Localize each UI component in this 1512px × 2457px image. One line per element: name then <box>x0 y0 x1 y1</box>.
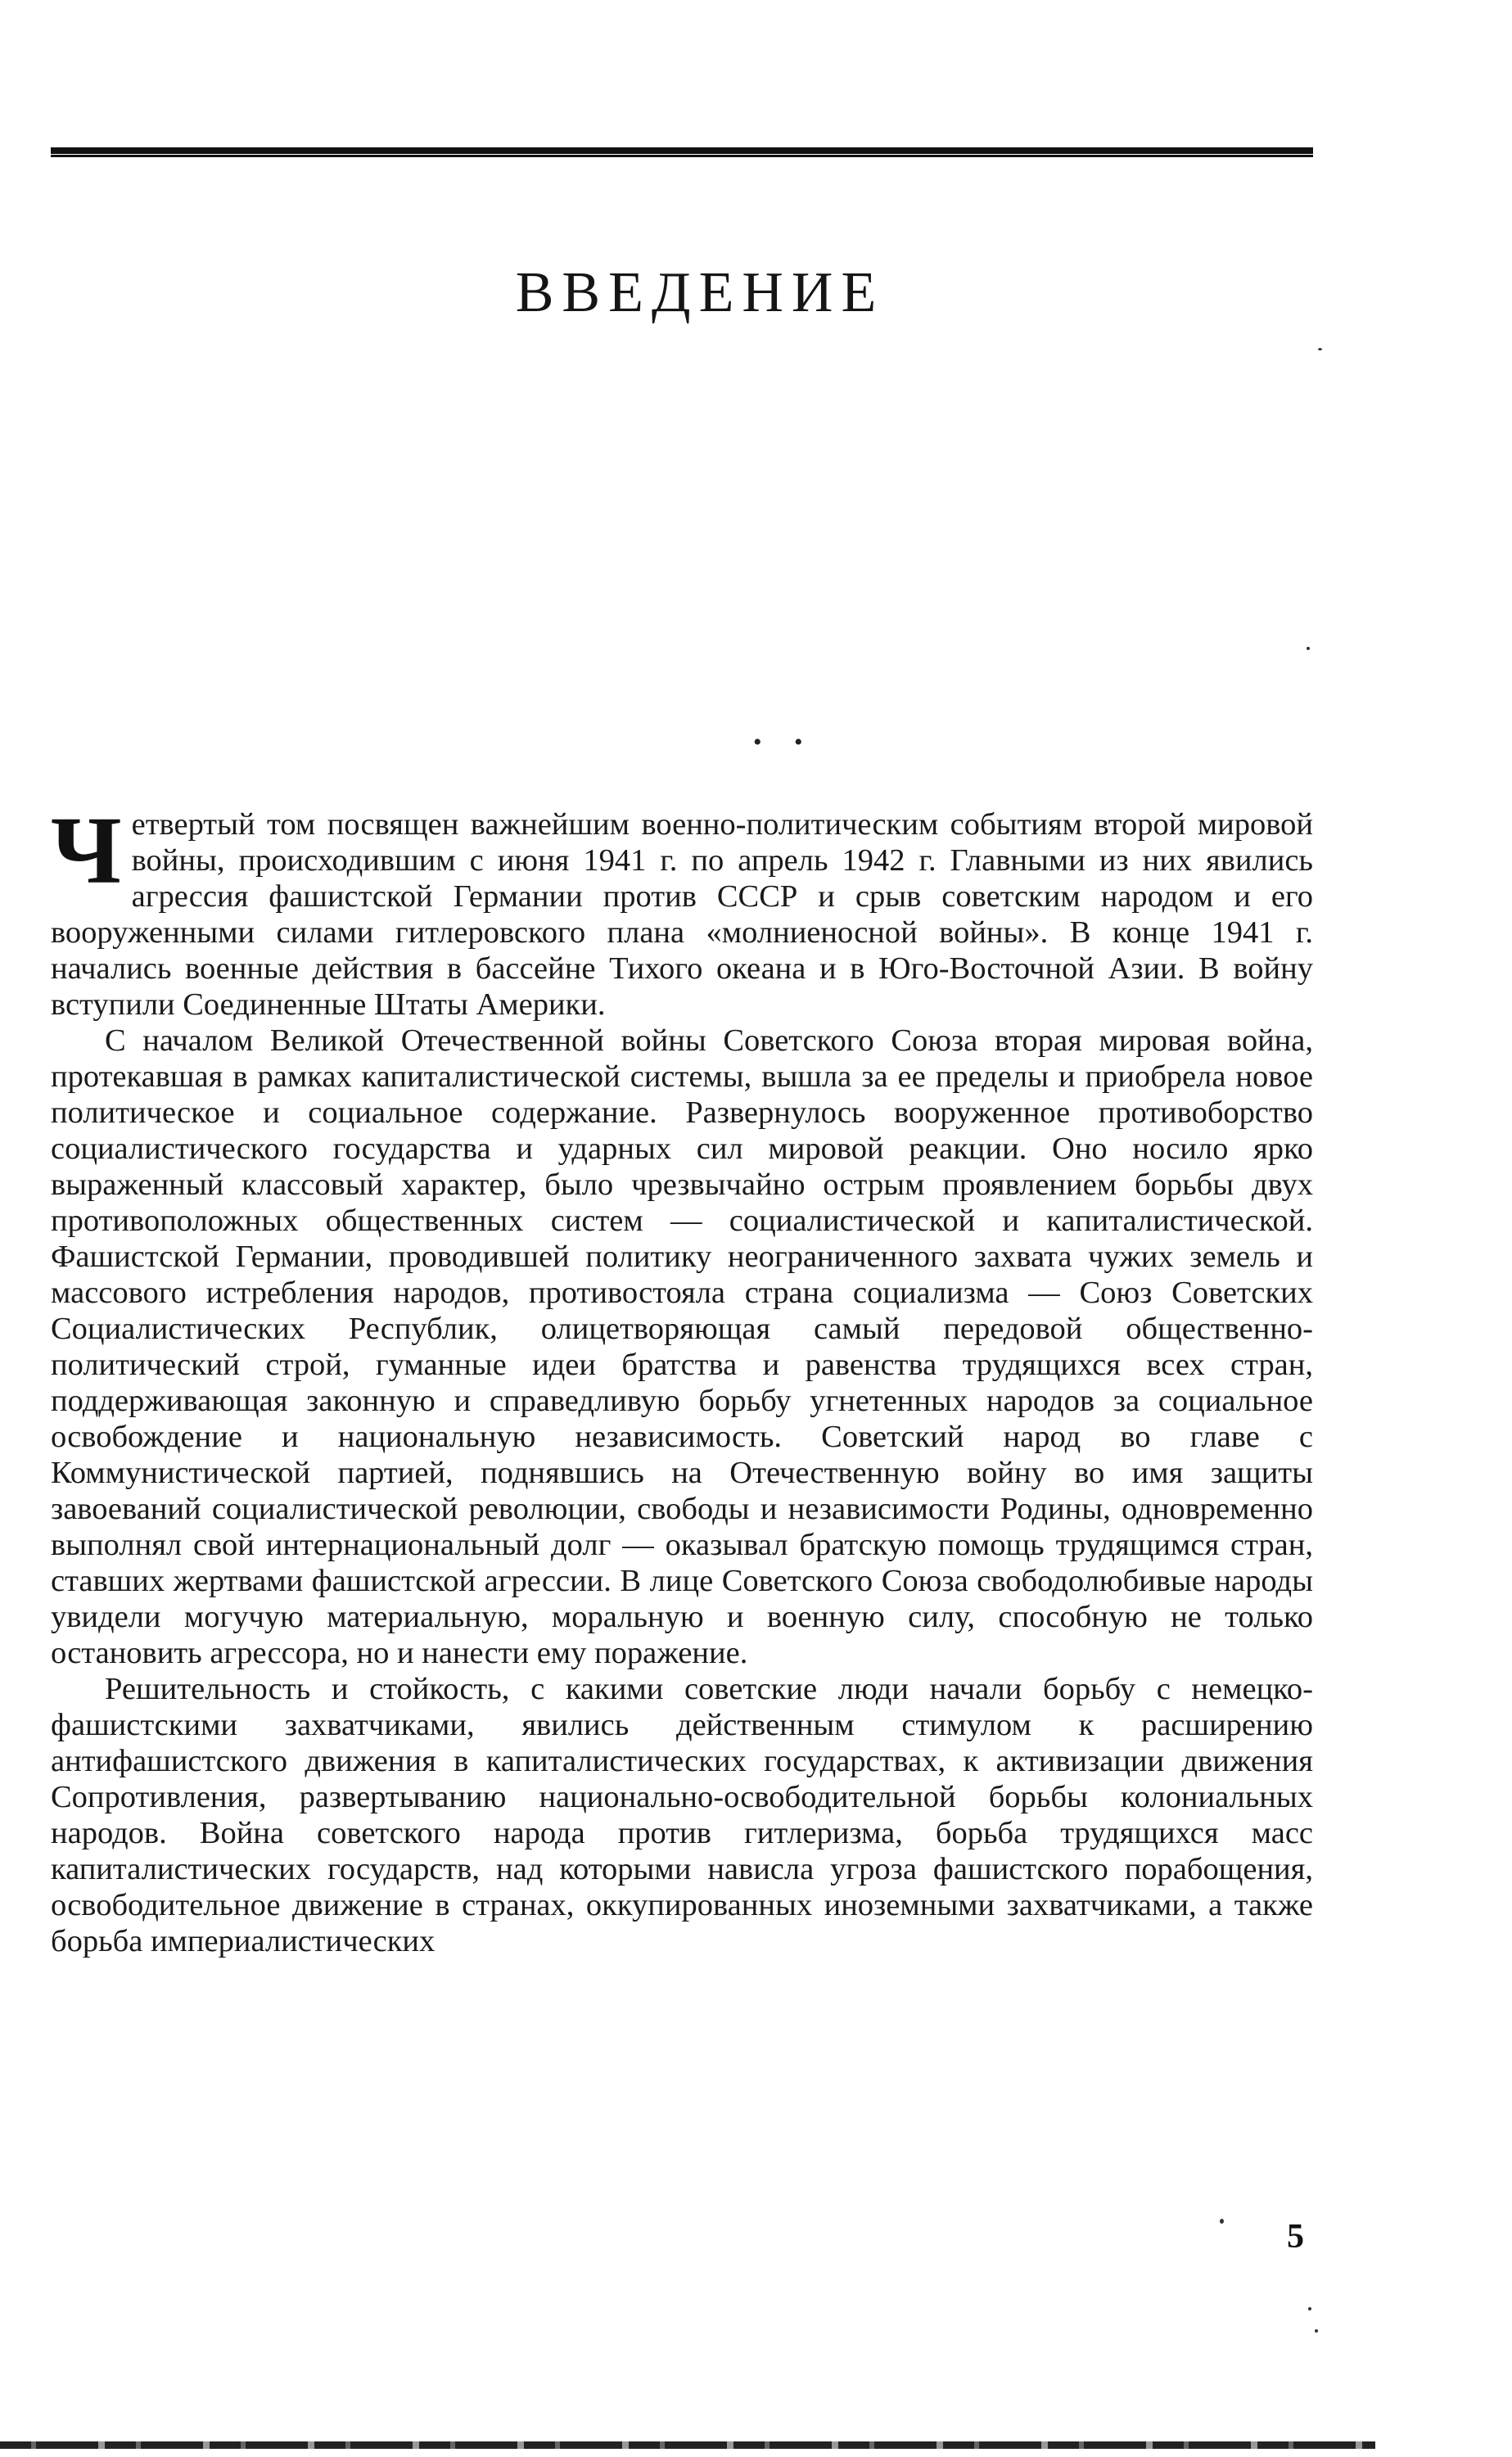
scan-speck <box>1318 348 1322 350</box>
page-title: ВВЕДЕНИЕ <box>515 261 885 324</box>
scan-speck <box>1220 2219 1224 2224</box>
top-rule <box>51 147 1313 157</box>
body-text <box>51 797 1313 1959</box>
page-number: 5 <box>1287 2218 1304 2256</box>
scan-speck <box>1308 2307 1311 2310</box>
scan-speck <box>1307 647 1310 650</box>
paragraph-2: С началом Великой Отечественной войны Советского Союза вторая мировая война, протекавшая в рамках капиталистической системы, вышла за ее пределы и приобрела новое политическое и социальное содержание. Развернулось вооруженное противоборство социалистического государства и ударных сил мировой реакции. Оно носило ярко выраженный классовый характер, было чрезвычайно острым проявлением борьбы двух противоположных общественных систем — социалистической и капиталистической. Фашистской Германии, проводившей политику неограниченного захвата чужих земель и массового истребления народов, противостояла страна социализма — Союз Советских Социалистических Республик, олицетворяющая самый передовой общественно-политический строй, гуманные идеи братства и равенства трудящихся всех стран, поддерживающая законную и справедливую борьбу угнетенных народов за социальное освобождение и национальную независимость. Советский народ во главе с Коммунистической партией, поднявшись на Отечественную войну во имя защиты завоеваний социалистической революции, свободы и независимости Родины, одновременно выполнял свой интернациональный долг — оказывал братскую помощь трудящимся стран, ставших жертвами фашистской агрессии. В лице Советского Союза свободолюбивые народы увидели могучую материальную, моральную и военную силу, способную не только остановить агрессора, но и нанести ему поражение. <box>51 1023 1313 1670</box>
paragraph-1-text: етвертый том посвящен важнейшим военно-политическим событиям второй мировой войны, происходившим с июня 1941 г. по апрель 1942 г. Главными из них явились агрессия фашистской Германии против СССР и срыв советским народом и его вооруженными силами гитлеровского плана «молниеносной войны». В конце 1941 г. начались военные действия в бассейне Тихого океана и в Юго-Восточной Азии. В войну вступили Соединенные Штаты Америки. <box>51 807 1313 1022</box>
scan-speck <box>1315 2329 1318 2333</box>
ornament-dots: • • <box>753 729 816 756</box>
bottom-scan-edge <box>0 2441 1375 2449</box>
paragraph-1 <box>51 797 1313 1023</box>
drop-cap: Ч <box>51 797 122 904</box>
paragraph-3: Решительность и стойкость, с какими советские люди начали борьбу с немецко-фашистскими захватчиками, явились действенным стимулом к расширению антифашистского движения в капиталистических государствах, к активизации движения Сопротивления, развертыванию национально-освободительной борьбы колониальных народов. Война советского народа против гитлеризма, борьба трудящихся масс капиталистических государств, над которыми нависла угроза фашистского порабощения, освободительное движение в странах, оккупированных иноземными захватчиками, а также борьба империалистических <box>51 1672 1313 1958</box>
